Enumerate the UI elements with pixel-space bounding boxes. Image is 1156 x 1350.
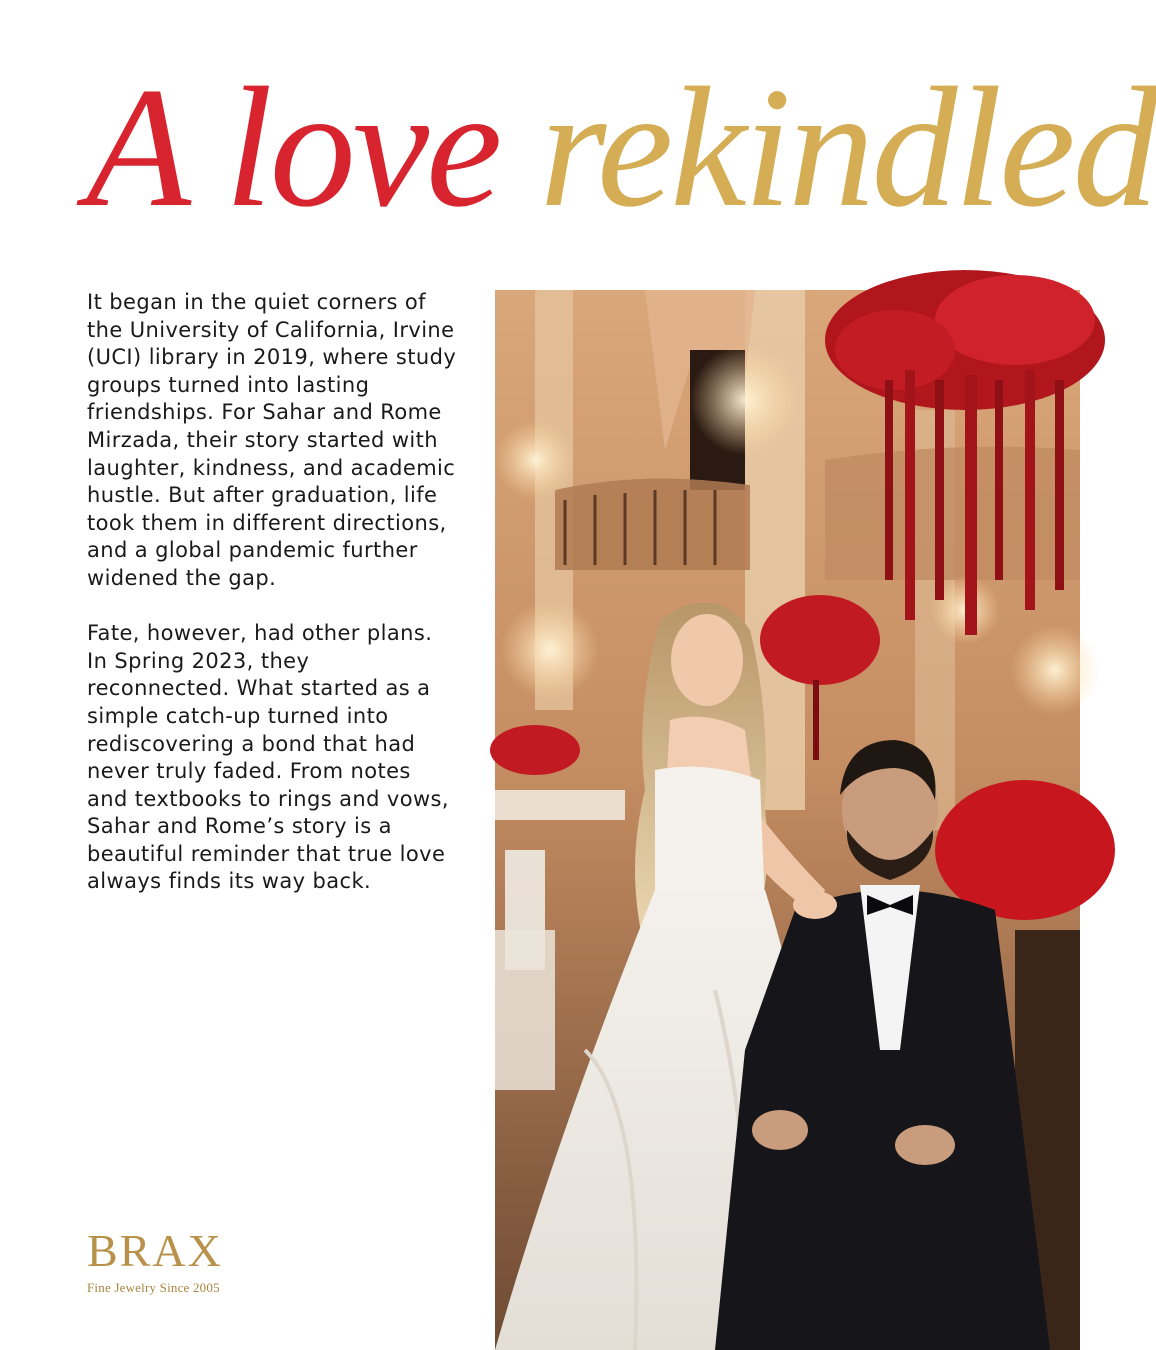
couple-photo xyxy=(495,290,1080,1350)
story-paragraph-1: It began in the quiet corners of the University of California, Irvine (UCI) library in 2019, where study groups turned into lasting friendships. For Sahar and Rome Mirzada, their story started with laughter, kindness, and academic hustle. But after graduation, life took them in different directions, and a global pandemic further widened the gap. xyxy=(87,290,457,590)
headline xyxy=(86,53,1156,243)
story-text xyxy=(87,289,457,896)
brand-name: BRAX xyxy=(87,1225,223,1276)
brand-tagline: Fine Jewelry Since 2005 xyxy=(87,1280,220,1295)
headline-part-red: A love xyxy=(86,53,500,243)
headline-part-gold: rekindled xyxy=(539,53,1156,243)
brand-logo xyxy=(87,1225,223,1296)
story-paragraph-2: Fate, however, had other plans. In Spring 2023, they reconnected. What started as a simple catch-up turned into rediscovering a bond that had never truly faded. From notes and textbooks to rings and vows, Sahar and Rome’s story is a beautiful reminder that true love always finds its way back. xyxy=(87,621,449,894)
